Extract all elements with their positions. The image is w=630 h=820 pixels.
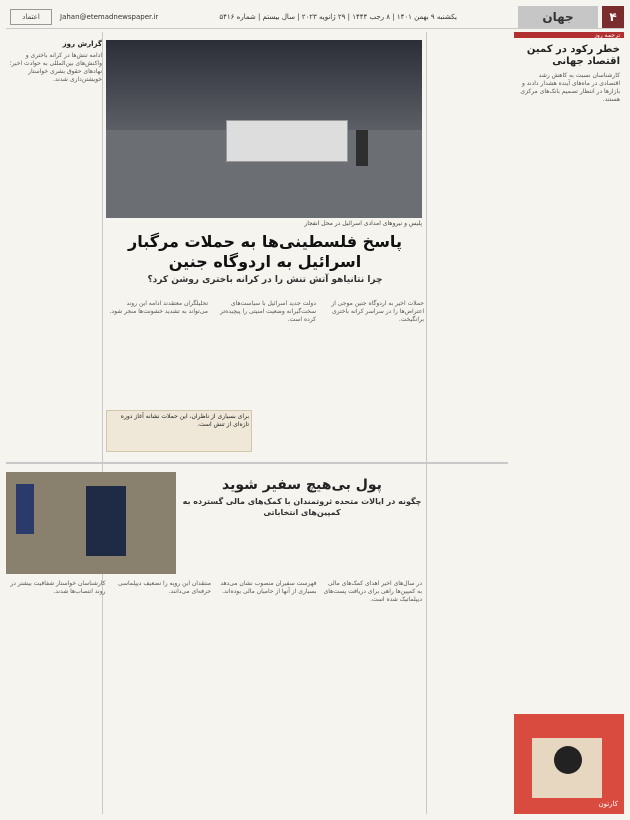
divider-right	[426, 32, 427, 814]
cartoon-image	[514, 714, 624, 814]
left-column	[8, 40, 102, 462]
right-column	[514, 32, 624, 814]
photo-person	[356, 130, 368, 166]
top-bar	[6, 6, 624, 29]
photo-caption: پلیس و نیروهای امدادی اسرائیل در محل انفجار	[304, 220, 422, 227]
email: Jahan@etemadnewspaper.ir	[60, 13, 159, 21]
article-col-1: حملات اخیر به اردوگاه جنین موجی از اعتراض‌ها را در سراسر کرانه باختری برانگیخت.	[331, 300, 424, 323]
left-headline: گزارش روز	[62, 40, 102, 48]
lower-col-2: فهرست سفیران منصوب نشان می‌دهد بسیاری از آنها از حامیان مالی بوده‌اند.	[220, 580, 317, 595]
photo-flag	[16, 484, 34, 534]
main-headline	[106, 232, 424, 286]
lower-headline	[182, 476, 422, 518]
photo-sky	[106, 40, 422, 130]
lower-col-1: در سال‌های اخیر اهدای کمک‌های مالی به کمپین‌ها راهی برای دریافت پست‌های دیپلماتیک شده است.	[323, 580, 422, 603]
pull-quote: برای بسیاری از ناظران، این حملات نشانه آغاز دوره تازه‌ای از تنش است.	[106, 410, 252, 452]
cartoon-label: کارتون	[598, 800, 618, 808]
lower-col-3: منتقدان این رویه را تضعیف دیپلماسی حرفه‌ای می‌دانند.	[117, 580, 211, 595]
article-col-2: دولت جدید اسرائیل با سیاست‌های سخت‌گیرانه وضعیت امنیتی را پیچیده‌تر کرده است.	[220, 300, 316, 323]
right-title: خطر رکود در کمین اقتصاد جهانی	[526, 44, 620, 67]
headline-subtitle: چرا نتانیاهو آتش تنش را در کرانه باختری روشن کرد؟	[147, 275, 383, 285]
section-divider	[6, 462, 508, 464]
photo-person	[86, 486, 126, 556]
lower-photo	[6, 472, 176, 574]
right-snippet: کارشناسان نسبت به کاهش رشد اقتصادی در ماه‌های آینده هشدار دادند و بازارها در انتظار تصمیم بانک‌های مرکزی هستند.	[520, 72, 620, 103]
logo: اعتماد	[10, 9, 52, 25]
lower-subtitle: چگونه در ایالات متحده ثروتمندان با کمک‌های مالی گسترده به کمپین‌های انتخاباتی	[182, 497, 422, 517]
lower-col-4: کارشناسان خواستار شفافیت بیشتر در روند انتصاب‌ها شدند.	[10, 580, 106, 595]
translation-bar: ترجمه روز	[514, 32, 624, 38]
headline-title: پاسخ فلسطینی‌ها به حملات مرگبار اسرائیل به اردوگاه جنین	[128, 232, 402, 271]
left-text: ادامه تنش‌ها در کرانه باختری و واکنش‌های بین‌المللی به حوادث اخیر؛ نهادهای حقوق بشری خواستار خویشتن‌داری شدند.	[9, 52, 102, 83]
cartoon-circle	[554, 746, 582, 774]
photo-vehicle	[226, 120, 348, 162]
article-col-3: تحلیلگران معتقدند ادامه این روند می‌تواند به تشدید خشونت‌ها منجر شود.	[109, 300, 208, 315]
lower-title: پول بی‌هیچ سفیر شوید	[222, 477, 382, 493]
main-photo	[106, 40, 422, 218]
page-number: ۴	[602, 6, 624, 28]
lower-columns	[6, 580, 422, 810]
date-line: یکشنبه ۹ بهمن ۱۴۰۱ | ۸ رجب ۱۴۴۴ | ۲۹ ژانویه ۲۰۲۳ | سال بیستم | شماره ۵۴۱۶	[219, 13, 457, 21]
section-label: جهان	[518, 6, 598, 28]
